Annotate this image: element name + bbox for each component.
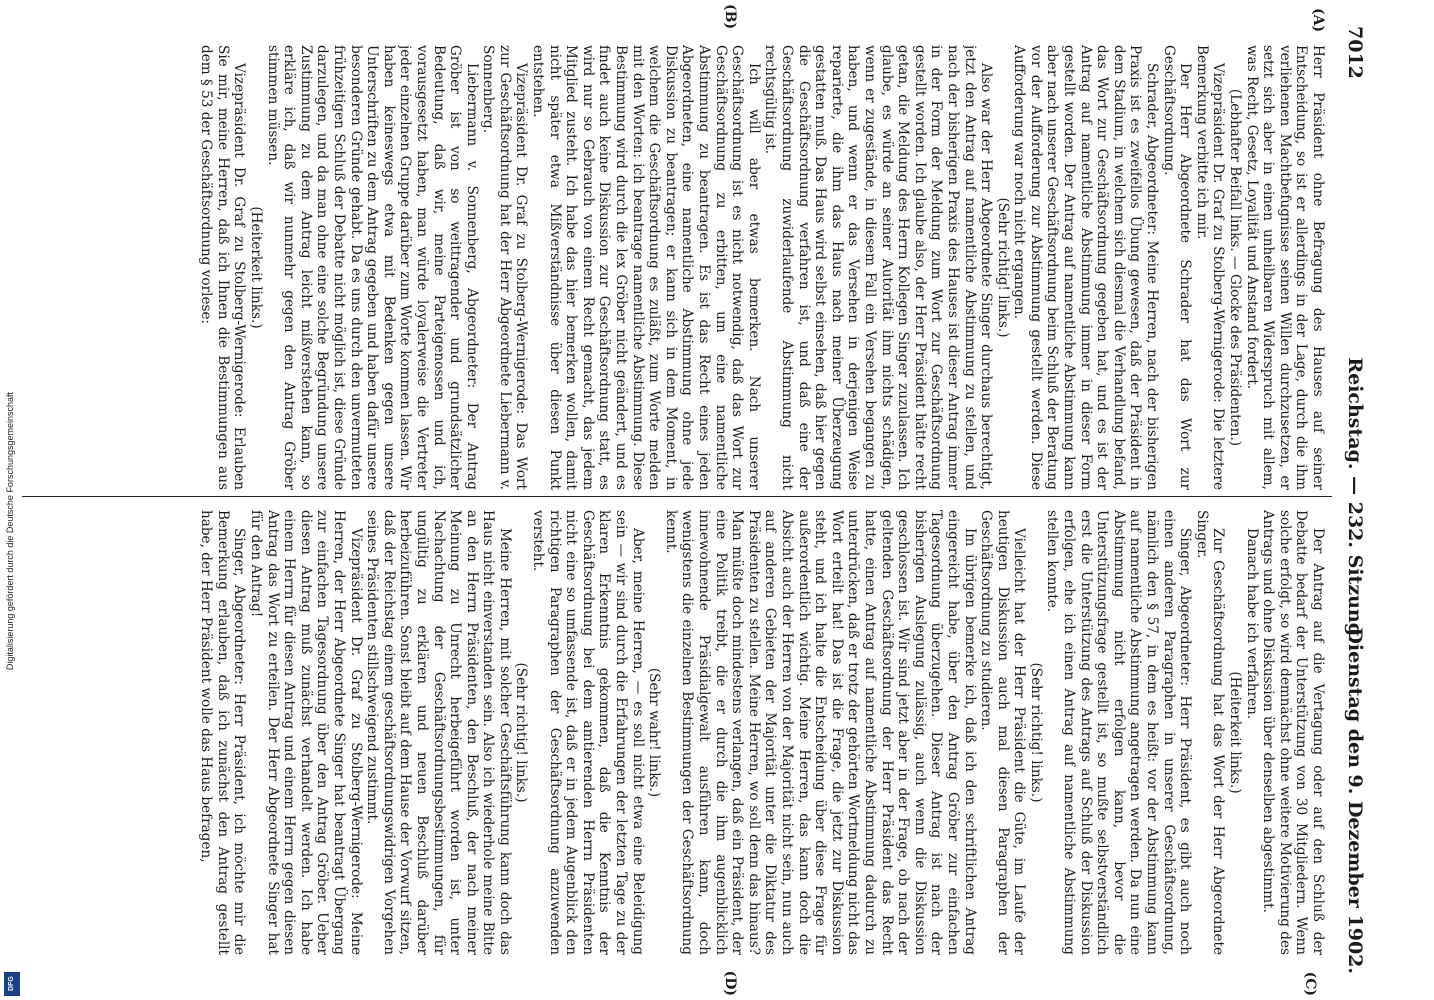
margin-marker-d: (D) bbox=[722, 970, 738, 996]
left-column bbox=[26, 45, 1326, 490]
paragraph: Meine Herren, mit solcher Geschäftsführung kann doch das Haus nicht einverstanden sein. Also ich wiederhole meine Bitte an den Herrn Präsidenten, den Beschluß, der nach meiner Meinung zu Unrecht herbeigeführt worden ist, unter Nachachtung der Geschäftsordnungsbestimmungen, für ungültig zu erklären und neuen Beschluß darüber herbeizuführen. Sonst bleibt auf dem Hause der Vorwurf sitzen, daß der Reichstag einem geschäftsordnungswidrigen Vorgehen seines Präsidenten stillschweigend zustimmt. bbox=[364, 510, 513, 955]
interjection: (Sehr richtig! links.) bbox=[1027, 662, 1044, 803]
page-number: 7012 bbox=[1344, 26, 1366, 79]
paragraph: Herr Präsident ohne Befragung des Hauses auf seiner Entscheidung, so ist er allerdings in der Lage, durch die ihm verliehenen Machtbefugnisse seinen Willen durchzusetzen, er setzt sich aber in einen unheilbaren Widerspruch mit allem, was Recht, Gesetz, Loyalität und Anstand fordert. bbox=[1243, 45, 1326, 490]
interjection: (Lebhafter Beifall links. — Glocke des Präsidenten.) bbox=[1227, 88, 1244, 447]
paragraph: Im übrigen bemerke ich, daß ich den schriftlichen Antrag eingereicht habe, über den Antrag Gröber zur einfachen Tagesordnung überzugehen. Dieser Antrag ist nach der bisherigen Auslegung zulässig, auch wenn die Diskussion geschlossen ist. Wir sind jetzt aber in der Frage, ob nach der geltenden Geschäftsordnung der Herr Präsident das Recht hatte, einen Antrag auf namentliche Abstimmung dadurch zu unterdrücken, daß er trotz der gehörten Wortmeldung nicht das Wort erteilt hat! Das ist die Frage, die jetzt zur Diskussion steht, und ich halte die Entscheidung über diese Frage für außerordentlich wichtig. Meine Herren, das kann doch die Absicht auch der Herren von der Majorität nicht sein, nun auch auf anderen Gebieten der Majorität unter die Diktatur des Präsidenten zu stellen. Meine Herren, wo soll denn das hinaus? Man müßte doch mindestens verlangen, daß ein Präsident, der eine Politik treibt, die er durch die ihm augenblicklich innewohnende Präsidialgewalt ausführen kann, doch wenigstens die einzelnen Bestimmungen der Geschäftsordnung kennt. bbox=[662, 510, 978, 955]
digitization-footer bbox=[2, 0, 24, 1000]
dfg-credit: Digitalisierung gefördert durch die Deutsche Forschungsgemeinschaft bbox=[5, 391, 15, 670]
paragraph: Vizepräsident Dr. Graf zu Stolberg-Wernigerode: Die letztere Bemerkung verbitte ich mir. bbox=[1193, 45, 1227, 490]
column-divider bbox=[22, 496, 1332, 497]
interjection: (Sehr richtig! links.) bbox=[513, 662, 530, 803]
paragraph: Vizepräsident Dr. Graf zu Stolberg-Wernigerode: Das Wort zur Geschäftsordnung hat der Herr Abgeordnete Liebermann v. Sonnenberg. bbox=[480, 45, 530, 490]
paragraph: Schrader, Abgeordneter: Meine Herren, nach der bisherigen Praxis ist es zweifellos Übung gewesen, daß der Präsident in dem Stadium, in welchem sich diesmal die Verhandlung befand, das Wort zur Geschäftsordnung gegeben hat, und es ist der Antrag auf namentliche Abstimmung immer in dieser Form gestellt worden. Der Antrag auf namentliche Abstimmung kann aber nach unserer Geschäftsordnung beim Schluß der Beratung vor der Aufforderung zur Abstimmung gestellt werden. Diese Aufforderung war noch nicht ergangen. bbox=[1011, 45, 1161, 490]
running-title: Reichstag. — 232. Sitzung. bbox=[1344, 357, 1366, 643]
paragraph: Also war der Herr Abgeordnete Singer durchaus berechtigt, jetzt den Antrag auf namentliche Abstimmung zu stellen, und nach der bisherigen Praxis des Hauses ist dieser Antrag immer in der Form der Meldung zum Wort zur Geschäftsordnung gestellt worden. Ich glaube also, der Herr Präsident hätte recht getan, die Meldung des Herrn Kollegen Singer zuzulassen. Ich glaube, es würde an seiner Autorität ihm nichts schädigen, wenn er zugestände, in diesem Fall ein Versehen begangen zu haben, und wenn er das Versehen in derjenigen Weise reparierte, die ihm das Haus nach meiner Überzeugung gestatten muß. Das Haus wird selbst einsehen, daß hier gegen die Geschäftsordnung verfahren ist, und daß eine der Geschäftsordnung zuwiderlaufende Abstimmung nicht rechtsgültig ist. bbox=[762, 45, 995, 490]
paragraph: Singer, Abgeordneter: Herr Präsident, ich möchte mir die Bemerkung erlauben, daß ich zunächst den Antrag gestellt habe, der Herr Präsident wolle das Haus befragen, bbox=[198, 510, 248, 955]
interjection: (Sehr wahr! links.) bbox=[646, 667, 663, 798]
paragraph: Vielleicht hat der Herr Präsident die Güte, im Laufe der heutigen Diskussion auch mal diesen Paragraphen der Geschäftsordnung zu studieren. bbox=[978, 510, 1028, 955]
paragraph: Der Antrag auf die Vertagung oder auf den Schluß der Debatte bedarf der Unterstützung von 30 Mitgliedern. Wenn solche erfolgt, so wird demnächst ohne weitere Motivierung des Antrags und ohne Diskussion über denselben abgestimmt. bbox=[1260, 510, 1326, 955]
margin-marker-b: (B) bbox=[722, 4, 738, 30]
interjection: (Sehr richtig! links.) bbox=[994, 197, 1011, 338]
paragraph: Aber, meine Herren, — es soll nicht etwa eine Beleidigung sein — wir sind durch die Erfahrungen der letzten Tage zu der klaren Erkenntnis gekommen, daß die Kenntnis der Geschäftsordnung bei dem amtierenden Herrn Präsidenten nicht eine so umfassende ist, daß er in jedem Augenblick den richtigen Paragraphen der Geschäftsordnung anzuwenden versteht. bbox=[530, 510, 646, 955]
paragraph: Vizepräsident Dr. Graf zu Stolberg-Wernigerode: Erlauben Sie mir, meine Herren, daß ich Ihnen die Bestimmungen aus dem § 53 der Geschäftsordnung vorlese: bbox=[198, 45, 248, 490]
margin-marker-c: (C) bbox=[1302, 971, 1318, 996]
right-column bbox=[26, 510, 1326, 955]
paragraph: Danach habe ich verfahren. bbox=[1243, 528, 1260, 720]
interjection: (Heiterkeit links.) bbox=[1227, 671, 1244, 794]
interjection: (Heiterkeit links.) bbox=[248, 206, 264, 329]
paragraph: Liebermann v. Sonnenberg, Abgeordneter: Der Antrag Gröber ist von so weittragender und grundsätzlicher Bedeutung, daß wir, meine Parteigenossen und ich, vorausgesetzt haben, man würde loyalerweise die Vertreter jeder einzelnen Gruppe darüber zum Worte kommen lassen. Wir haben keineswegs etwa mit Bedenken gegen unsere Unterschriften zu dem Antrag gegeben und haben dafür unsere besonderen Gründe gehabt. Da es uns durch den unvermuteten frühzeitigen Schluß der Debatte nicht möglich ist, diese Gründe darzulegen, und da man ohne eine solche Begründung unsere Zustimmung zu dem Antrag leicht mißverstehen kann, so erkläre ich, daß wir nunmehr gegen den Antrag Gröber stimmen müssen. bbox=[264, 45, 480, 490]
page-header bbox=[1336, 26, 1366, 974]
paragraph: Zur Geschäftsordnung hat das Wort der Herr Abgeordnete Singer. bbox=[1193, 510, 1227, 955]
paragraph: Ich will aber etwas bemerken. Nach unserer Geschäftsordnung ist es nicht notwendig, daß das Wort zur Geschäftsordnung zu erbitten, um eine namentliche Abstimmung zu beantragen. Es ist das Recht eines jeden Abgeordneten, eine namentliche Abstimmung ohne jede Diskussion zu beantragen; er kann sich in dem Moment, in welchem die Geschäftsordnung es zuläßt, zum Worte melden mit den Worten: ich beantrage namentliche Abstimmung. Diese Bestimmung wird durch die lex Gröber nicht geändert, und es findet auch keine Diskussion zur Geschäftsordnung statt, es wird nur so Gebrauch von einem Recht gemacht, das jedem Mitglied zusteht. Ich habe das hier bemerken wollen, damit nicht später etwa Mißverständnisse über diesen Punkt entstehen. bbox=[530, 45, 762, 490]
document-page bbox=[8, 0, 1378, 1000]
margin-marker-a: (A) bbox=[1310, 8, 1326, 33]
paragraph: Vizepräsident Dr. Graf zu Stolberg-Wernigerode: Meine Herren, der Herr Abgeordnete Singer hat beantragt Übergang zur einfachen Tagesordnung über den Antrag Gröber. Ueber diesen Antrag muß zunächst verhandelt werden. Ich habe einem Herrn für diesen Antrag und einem Herrn gegen diesen Antrag das Wort zu erteilen. Der Herr Abgeordnete Singer hat für den Antrag! bbox=[248, 510, 364, 955]
session-date: Dienstag den 9. Dezember 1902. bbox=[1344, 627, 1366, 974]
paragraph: Der Herr Abgeordnete Schrader hat das Wort zur Geschäftsordnung. bbox=[1160, 45, 1194, 490]
dfg-logo: DFG bbox=[4, 972, 20, 996]
paragraph: Singer, Abgeordneter: Herr Präsident, es gibt auch noch einen anderen Paragraphen in unserer Geschäftsordnung, nämlich den § 57, in dem es heißt: vor der Abstimmung kann auf namentliche Abstimmung angetragen werden. Da nun eine Abstimmung nicht erfolgen kann, bevor die Unterstützungsfrage gestellt ist, so mußte selbstverständlich erst die Unterstützung des Antrags auf Schluß der Diskussion erfolgen, ehe ich einen Antrag auf namentliche Abstimmung stellen konnte. bbox=[1044, 510, 1194, 955]
